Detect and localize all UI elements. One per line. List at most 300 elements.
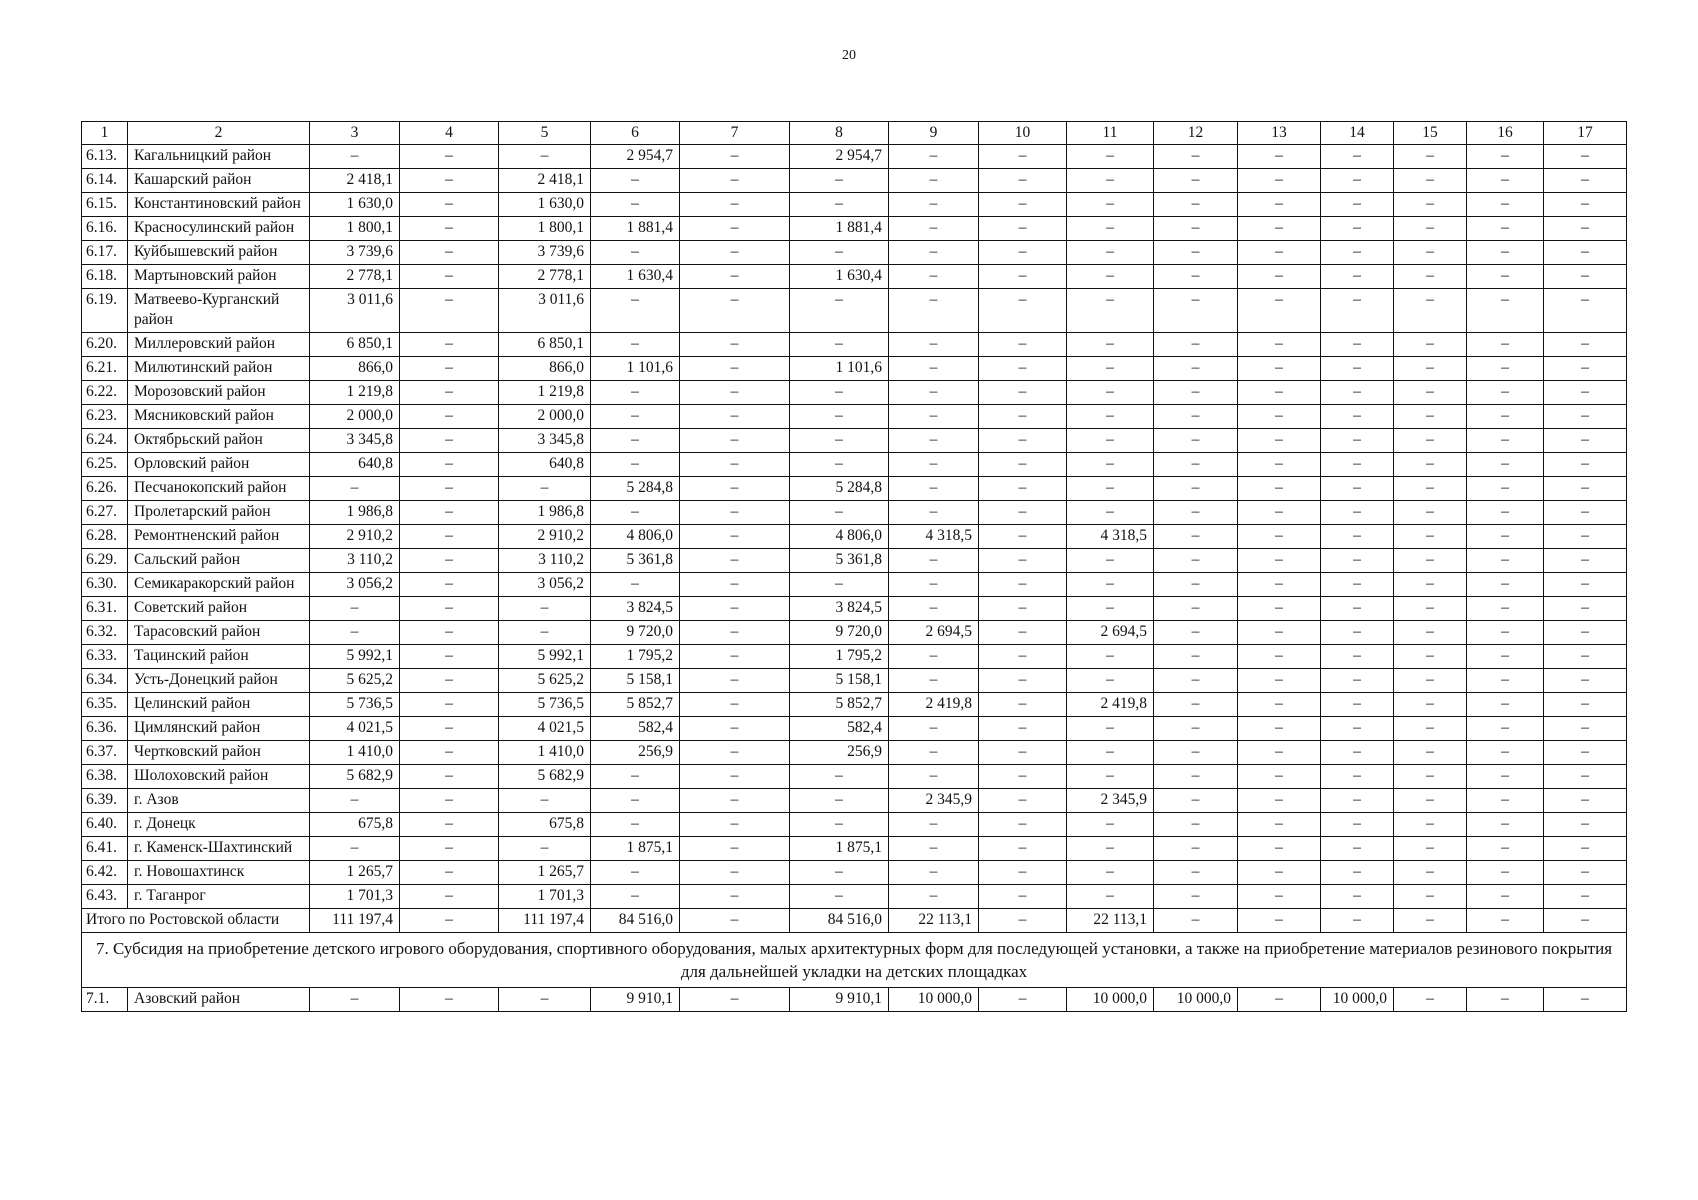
value-cell: – <box>1238 549 1321 573</box>
value-cell: – <box>1321 669 1394 693</box>
value-cell: – <box>499 477 591 501</box>
value-cell: – <box>400 645 499 669</box>
value-cell: – <box>979 145 1067 169</box>
table-row <box>82 861 1627 885</box>
value-cell: 2 419,8 <box>1067 693 1154 717</box>
value-cell: – <box>1067 145 1154 169</box>
value-cell: – <box>889 813 979 837</box>
value-cell: 2 418,1 <box>310 169 400 193</box>
value-cell: 4 318,5 <box>1067 525 1154 549</box>
value-cell: – <box>1467 265 1544 289</box>
value-cell: – <box>591 289 680 333</box>
value-cell: – <box>1321 453 1394 477</box>
value-cell: – <box>1467 621 1544 645</box>
value-cell: – <box>1238 333 1321 357</box>
value-cell: – <box>1238 861 1321 885</box>
value-cell: – <box>1467 333 1544 357</box>
district-name-cell: Ремонтненский район <box>128 525 310 549</box>
value-cell: 1 265,7 <box>499 861 591 885</box>
value-cell: – <box>1467 549 1544 573</box>
value-cell: 9 720,0 <box>591 621 680 645</box>
value-cell: – <box>1394 525 1467 549</box>
value-cell: – <box>979 621 1067 645</box>
value-cell: 1 219,8 <box>499 381 591 405</box>
value-cell: – <box>979 597 1067 621</box>
value-cell: – <box>1238 357 1321 381</box>
value-cell: – <box>1067 861 1154 885</box>
value-cell: 866,0 <box>499 357 591 381</box>
district-name-cell: Красносулинский район <box>128 217 310 241</box>
value-cell: 2 778,1 <box>310 265 400 289</box>
value-cell: – <box>1394 789 1467 813</box>
value-cell: 1 219,8 <box>310 381 400 405</box>
value-cell: – <box>1154 477 1238 501</box>
table-row <box>82 333 1627 357</box>
row-index-cell: 6.16. <box>82 217 128 241</box>
value-cell: – <box>1321 837 1394 861</box>
value-cell: – <box>680 885 790 909</box>
value-cell: – <box>1067 477 1154 501</box>
district-name-cell: г. Таганрог <box>128 885 310 909</box>
value-cell: – <box>1467 669 1544 693</box>
value-cell: – <box>1544 669 1627 693</box>
value-cell: – <box>400 429 499 453</box>
value-cell: – <box>889 145 979 169</box>
value-cell: – <box>979 405 1067 429</box>
value-cell: – <box>1321 765 1394 789</box>
column-number-cell: 6 <box>591 122 680 145</box>
value-cell: – <box>1154 169 1238 193</box>
value-cell: – <box>1067 265 1154 289</box>
table-row <box>82 597 1627 621</box>
value-cell: – <box>680 645 790 669</box>
value-cell: – <box>1154 333 1238 357</box>
value-cell: – <box>889 573 979 597</box>
total-value-cell: 22 113,1 <box>1067 909 1154 933</box>
value-cell: – <box>1067 885 1154 909</box>
value-cell: – <box>1544 333 1627 357</box>
district-name-cell: Советский район <box>128 597 310 621</box>
value-cell: 10 000,0 <box>1154 988 1238 1012</box>
value-cell: – <box>979 169 1067 193</box>
value-cell: – <box>1321 525 1394 549</box>
value-cell: – <box>680 405 790 429</box>
value-cell: – <box>1467 741 1544 765</box>
value-cell: – <box>1467 645 1544 669</box>
value-cell: 1 101,6 <box>790 357 889 381</box>
value-cell: 5 852,7 <box>591 693 680 717</box>
table-row <box>82 717 1627 741</box>
value-cell: – <box>400 405 499 429</box>
value-cell: – <box>1544 357 1627 381</box>
value-cell: – <box>680 988 790 1012</box>
value-cell: 5 625,2 <box>499 669 591 693</box>
table-row <box>82 765 1627 789</box>
district-name-cell: Азовский район <box>128 988 310 1012</box>
table-row <box>82 381 1627 405</box>
value-cell: – <box>979 765 1067 789</box>
column-number-cell: 17 <box>1544 122 1627 145</box>
value-cell: – <box>1238 669 1321 693</box>
value-cell: – <box>889 885 979 909</box>
value-cell: – <box>680 837 790 861</box>
district-name-cell: г. Азов <box>128 789 310 813</box>
value-cell: 1 795,2 <box>591 645 680 669</box>
value-cell: – <box>1467 145 1544 169</box>
value-cell: – <box>1154 405 1238 429</box>
value-cell: – <box>1154 429 1238 453</box>
column-number-cell: 11 <box>1067 122 1154 145</box>
value-cell: – <box>591 573 680 597</box>
column-number-cell: 7 <box>680 122 790 145</box>
value-cell: – <box>1544 193 1627 217</box>
total-value-cell: – <box>1238 909 1321 933</box>
value-cell: – <box>680 145 790 169</box>
table-row <box>82 453 1627 477</box>
value-cell: – <box>591 501 680 525</box>
table-row <box>82 265 1627 289</box>
value-cell: – <box>1321 741 1394 765</box>
section-title-row <box>82 933 1627 988</box>
district-name-cell: Кагальницкий район <box>128 145 310 169</box>
value-cell: – <box>1154 885 1238 909</box>
value-cell: – <box>591 381 680 405</box>
value-cell: – <box>1544 477 1627 501</box>
value-cell: – <box>889 429 979 453</box>
value-cell: – <box>400 669 499 693</box>
value-cell: – <box>680 669 790 693</box>
value-cell: – <box>1238 217 1321 241</box>
district-name-cell: Усть-Донецкий район <box>128 669 310 693</box>
value-cell: – <box>979 693 1067 717</box>
value-cell: – <box>1467 381 1544 405</box>
value-cell: – <box>1394 429 1467 453</box>
value-cell: – <box>680 381 790 405</box>
value-cell: – <box>1544 693 1627 717</box>
value-cell: – <box>979 241 1067 265</box>
value-cell: – <box>1394 813 1467 837</box>
value-cell: – <box>1238 453 1321 477</box>
value-cell: – <box>400 265 499 289</box>
value-cell: – <box>1238 289 1321 333</box>
value-cell: – <box>1544 405 1627 429</box>
value-cell: – <box>1544 885 1627 909</box>
value-cell: 2 954,7 <box>790 145 889 169</box>
value-cell: – <box>1467 717 1544 741</box>
value-cell: – <box>680 289 790 333</box>
row-index-cell: 6.41. <box>82 837 128 861</box>
value-cell: – <box>400 813 499 837</box>
value-cell: – <box>400 885 499 909</box>
total-value-cell: 111 197,4 <box>499 909 591 933</box>
value-cell: – <box>979 885 1067 909</box>
value-cell: 1 630,4 <box>591 265 680 289</box>
value-cell: 866,0 <box>310 357 400 381</box>
data-table <box>81 121 1627 1012</box>
value-cell: – <box>1238 765 1321 789</box>
table-row <box>82 669 1627 693</box>
value-cell: 5 284,8 <box>591 477 680 501</box>
value-cell: 2 910,2 <box>310 525 400 549</box>
value-cell: – <box>680 525 790 549</box>
value-cell: – <box>1321 429 1394 453</box>
value-cell: 1 101,6 <box>591 357 680 381</box>
value-cell: – <box>680 453 790 477</box>
value-cell: – <box>889 861 979 885</box>
value-cell: – <box>790 885 889 909</box>
value-cell: – <box>790 501 889 525</box>
value-cell: – <box>1467 169 1544 193</box>
value-cell: 10 000,0 <box>1321 988 1394 1012</box>
value-cell: – <box>1154 381 1238 405</box>
value-cell: – <box>1394 988 1467 1012</box>
value-cell: 2 000,0 <box>499 405 591 429</box>
value-cell: 1 881,4 <box>591 217 680 241</box>
column-number-cell: 5 <box>499 122 591 145</box>
value-cell: 6 850,1 <box>310 333 400 357</box>
value-cell: – <box>1544 429 1627 453</box>
value-cell: – <box>1238 573 1321 597</box>
total-value-cell: – <box>1321 909 1394 933</box>
value-cell: – <box>979 789 1067 813</box>
value-cell: – <box>1154 621 1238 645</box>
value-cell: 3 011,6 <box>499 289 591 333</box>
value-cell: – <box>979 813 1067 837</box>
row-index-cell: 6.14. <box>82 169 128 193</box>
value-cell: – <box>591 885 680 909</box>
row-index-cell: 6.42. <box>82 861 128 885</box>
value-cell: – <box>591 429 680 453</box>
value-cell: – <box>400 169 499 193</box>
value-cell: 1 410,0 <box>499 741 591 765</box>
district-name-cell: Цимлянский район <box>128 717 310 741</box>
value-cell: – <box>499 988 591 1012</box>
value-cell: – <box>889 549 979 573</box>
value-cell: – <box>889 333 979 357</box>
column-number-cell: 9 <box>889 122 979 145</box>
row-index-cell: 6.33. <box>82 645 128 669</box>
value-cell: – <box>1238 988 1321 1012</box>
value-cell: – <box>889 501 979 525</box>
table-row <box>82 145 1627 169</box>
column-number-cell: 15 <box>1394 122 1467 145</box>
value-cell: – <box>310 145 400 169</box>
value-cell: 1 701,3 <box>310 885 400 909</box>
district-name-cell: Октябрьский район <box>128 429 310 453</box>
value-cell: – <box>1067 289 1154 333</box>
column-number-cell: 14 <box>1321 122 1394 145</box>
value-cell: 4 021,5 <box>310 717 400 741</box>
value-cell: – <box>1394 453 1467 477</box>
value-cell: – <box>1321 717 1394 741</box>
row-index-cell: 6.36. <box>82 717 128 741</box>
value-cell: – <box>1238 265 1321 289</box>
value-cell: 5 361,8 <box>790 549 889 573</box>
value-cell: – <box>1394 885 1467 909</box>
value-cell: – <box>1544 645 1627 669</box>
district-name-cell: Тацинский район <box>128 645 310 669</box>
value-cell: 256,9 <box>591 741 680 765</box>
value-cell: – <box>1394 741 1467 765</box>
value-cell: – <box>400 789 499 813</box>
value-cell: – <box>1544 501 1627 525</box>
value-cell: – <box>1321 381 1394 405</box>
value-cell: – <box>1154 741 1238 765</box>
value-cell: – <box>1321 145 1394 169</box>
value-cell: – <box>1544 289 1627 333</box>
value-cell: 1 800,1 <box>499 217 591 241</box>
value-cell: – <box>400 765 499 789</box>
value-cell: 3 824,5 <box>591 597 680 621</box>
value-cell: 5 992,1 <box>499 645 591 669</box>
table-row <box>82 429 1627 453</box>
value-cell: – <box>1154 597 1238 621</box>
value-cell: – <box>1467 837 1544 861</box>
value-cell: – <box>1394 693 1467 717</box>
row-index-cell: 6.28. <box>82 525 128 549</box>
value-cell: – <box>1394 549 1467 573</box>
value-cell: – <box>499 597 591 621</box>
value-cell: – <box>680 597 790 621</box>
value-cell: 1 410,0 <box>310 741 400 765</box>
value-cell: – <box>680 217 790 241</box>
value-cell: – <box>1321 477 1394 501</box>
total-row <box>82 909 1627 933</box>
value-cell: – <box>790 405 889 429</box>
value-cell: – <box>979 333 1067 357</box>
value-cell: – <box>889 741 979 765</box>
row-index-cell: 6.15. <box>82 193 128 217</box>
row-index-cell: 6.22. <box>82 381 128 405</box>
value-cell: 3 056,2 <box>310 573 400 597</box>
value-cell: – <box>1238 429 1321 453</box>
value-cell: – <box>979 217 1067 241</box>
value-cell: – <box>1067 573 1154 597</box>
value-cell: – <box>1154 501 1238 525</box>
value-cell: – <box>1467 217 1544 241</box>
value-cell: 1 630,0 <box>310 193 400 217</box>
district-name-cell: Целинский район <box>128 693 310 717</box>
value-cell: 1 701,3 <box>499 885 591 909</box>
value-cell: – <box>979 717 1067 741</box>
total-value-cell: 84 516,0 <box>591 909 680 933</box>
value-cell: 3 110,2 <box>499 549 591 573</box>
total-value-cell: – <box>400 909 499 933</box>
total-value-cell: – <box>979 909 1067 933</box>
value-cell: – <box>499 621 591 645</box>
value-cell: 9 910,1 <box>790 988 889 1012</box>
value-cell: – <box>979 549 1067 573</box>
row-index-cell: 6.21. <box>82 357 128 381</box>
value-cell: – <box>400 477 499 501</box>
value-cell: – <box>889 717 979 741</box>
value-cell: – <box>400 381 499 405</box>
value-cell: – <box>400 837 499 861</box>
value-cell: – <box>1154 217 1238 241</box>
value-cell: – <box>1238 621 1321 645</box>
value-cell: – <box>1544 217 1627 241</box>
table-row <box>82 241 1627 265</box>
value-cell: 1 795,2 <box>790 645 889 669</box>
value-cell: 2 345,9 <box>889 789 979 813</box>
total-value-cell: – <box>1394 909 1467 933</box>
column-number-cell: 13 <box>1238 122 1321 145</box>
district-name-cell: Мартыновский район <box>128 265 310 289</box>
value-cell: – <box>790 193 889 217</box>
value-cell: – <box>1238 693 1321 717</box>
column-number-row <box>82 122 1627 145</box>
table-row <box>82 501 1627 525</box>
district-name-cell: Сальский район <box>128 549 310 573</box>
district-name-cell: Константиновский район <box>128 193 310 217</box>
row-index-cell: 6.38. <box>82 765 128 789</box>
value-cell: – <box>1467 525 1544 549</box>
row-index-cell: 6.39. <box>82 789 128 813</box>
value-cell: – <box>1321 501 1394 525</box>
total-label-cell: Итого по Ростовской области <box>82 909 310 933</box>
table-row <box>82 837 1627 861</box>
value-cell: – <box>310 621 400 645</box>
value-cell: – <box>1154 837 1238 861</box>
value-cell: – <box>1154 453 1238 477</box>
value-cell: 5 682,9 <box>499 765 591 789</box>
value-cell: – <box>790 573 889 597</box>
value-cell: – <box>499 789 591 813</box>
value-cell: – <box>790 813 889 837</box>
value-cell: – <box>1321 789 1394 813</box>
row-index-cell: 7.1. <box>82 988 128 1012</box>
district-name-cell: Мясниковский район <box>128 405 310 429</box>
value-cell: – <box>680 717 790 741</box>
value-cell: 1 630,0 <box>499 193 591 217</box>
page-number: 20 <box>842 48 856 63</box>
value-cell: – <box>1238 789 1321 813</box>
value-cell: 4 806,0 <box>591 525 680 549</box>
value-cell: – <box>1067 597 1154 621</box>
value-cell: – <box>1467 289 1544 333</box>
value-cell: – <box>1544 741 1627 765</box>
value-cell: – <box>889 837 979 861</box>
district-name-cell: Кашарский район <box>128 169 310 193</box>
column-number-cell: 12 <box>1154 122 1238 145</box>
value-cell: – <box>1321 693 1394 717</box>
value-cell: 5 852,7 <box>790 693 889 717</box>
value-cell: 1 265,7 <box>310 861 400 885</box>
value-cell: – <box>790 241 889 265</box>
value-cell: – <box>1544 717 1627 741</box>
table-row <box>82 885 1627 909</box>
district-name-cell: Орловский район <box>128 453 310 477</box>
row-index-cell: 6.19. <box>82 289 128 333</box>
value-cell: – <box>1238 501 1321 525</box>
table-row <box>82 357 1627 381</box>
value-cell: 1 875,1 <box>591 837 680 861</box>
value-cell: – <box>1238 405 1321 429</box>
value-cell: – <box>979 741 1067 765</box>
value-cell: – <box>889 217 979 241</box>
value-cell: 5 158,1 <box>790 669 889 693</box>
value-cell: – <box>1394 265 1467 289</box>
value-cell: – <box>1154 573 1238 597</box>
row-index-cell: 6.17. <box>82 241 128 265</box>
value-cell: – <box>1154 145 1238 169</box>
value-cell: – <box>889 597 979 621</box>
value-cell: – <box>400 988 499 1012</box>
value-cell: – <box>979 501 1067 525</box>
value-cell: – <box>1467 861 1544 885</box>
district-name-cell: Куйбышевский район <box>128 241 310 265</box>
row-index-cell: 6.29. <box>82 549 128 573</box>
